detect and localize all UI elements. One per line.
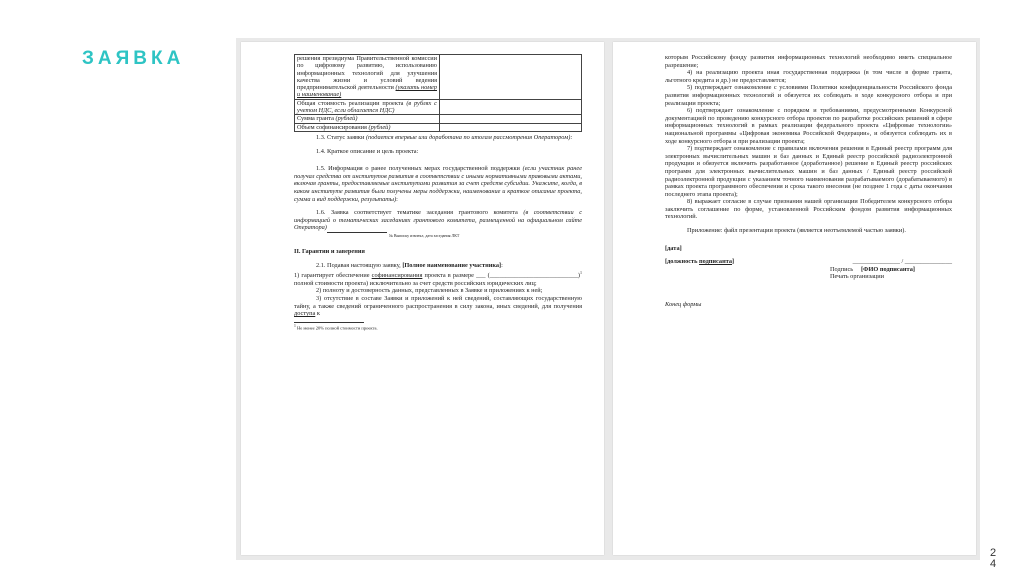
table-row-label: Сумма гранта (297, 115, 336, 123)
guarantee-6: 6) подтверждает ознакомление с порядком и требованиями, предусмотренными Конкурсной документацией по проведению конкурсного отбора проектов по разработке российских решений в сфере информационных технологий в рамках реализации федерального проекта «Цифровые технологии» национальной программы «Цифровая экономика Российской Федерации», и обязуется соблюдать их в ходе конкурсного отбора и при реализации проекта; (665, 107, 952, 145)
guarantee-3-cont: которым Российскому фонду развития информационных технологий необходимо иметь специальное разрешение; (665, 54, 952, 69)
form-end: Конец формы (665, 301, 702, 309)
guarantee-8: 8) выражает согласие в случае признания нашей организации Победителем конкурсного отбора заключить соглашение по форме, установленной Российским фондом развития информационных технологий. (665, 198, 952, 221)
paragraph-1-3: 1.3. Статус заявки (подается впервые или доработана по итогам рассмотрения Оператором): (316, 133, 573, 141)
guarantee-3: 3) отсутствие в составе Заявки и приложений к ней сведений, составляющих государственную тайну, а также сведений ограниченного распространения в силу закона, иных сведений, для получения доступа к (294, 294, 582, 318)
paragraph-1-6-note: № Выписку извлекл, дата заседания ЛКТ (389, 232, 460, 238)
paragraph-1-5: 1.5. Информация о ранее полученных мерах государственной поддержки (если участник ранее получал средства от институтов развития в соответствии с иными нормативными правовыми актами, включая гранты, предоставляемые институтами развития за счет средств субсидии. Укажите, когда, в каком институте развития были получены меры поддержки, наименование и краткое описание проекта, сумма и вид поддержки, результаты): (294, 165, 583, 203)
paragraph-1-4: 1.4. Краткое описание и цель проекта: (316, 147, 419, 155)
document-page-right (613, 42, 976, 555)
paragraph-1-6: 1.6. Заявка соответствует тематике заседания грантового комитета (в соответствии с информацией о тематических заседаниях грантового комитета, размещенной на официальном сайте Оператора) (294, 209, 582, 232)
stamp-caption: Печать организации (830, 273, 884, 281)
appendix-note: Приложение: файл презентации проекта (является неотъемлемой частью заявки). (687, 227, 906, 235)
table-row-value (440, 99, 582, 115)
page-left-content (294, 54, 582, 331)
table-row (295, 123, 582, 131)
table-row (295, 99, 582, 115)
signer-position: [должность подписанта] (665, 258, 735, 266)
table-row (295, 115, 582, 123)
table-row-label-hint: (в рублях с учетом НДС, если облагается НДС) (297, 99, 437, 115)
footnote: $^1$ Не менее 20% полной стоимости проекта. (294, 323, 378, 331)
project-info-table (294, 54, 582, 132)
table-row-label-hint: (рублей) (335, 115, 358, 123)
table-row-label: Объем софинансирования (297, 123, 369, 131)
paragraph-2-1: 2.1. Подавая настоящую заявку, [Полное наименование участника]: (316, 261, 503, 269)
signer-fio: [ФИО подписанта] (861, 265, 915, 273)
guarantee-7: 7) подтверждает ознакомление с правилами включения решения в Единый реестр программ для электронных вычислительных машин и баз данных и Единый реестр российской радиоэлектронной продукции и обязуется включить разработанное (доработанное) решение в Единый реестр российских программ для электронных вычислительных машин и баз данных / Единый реестр российской радиоэлектронной продукции с указанием точного наименования разрабатываемого (дорабатываемого) в рамках проекта программного обеспечения и срока такого внесения (не позднее 1 года с даты окончания последнего этапа проекта); (665, 145, 952, 198)
table-row-label-hint: (указать номер и наименование) (297, 84, 437, 99)
signature-caption-row (665, 266, 952, 274)
signature-caption: Подпись (830, 265, 854, 273)
table-row-value (440, 123, 582, 131)
table-row-value (440, 55, 582, 100)
section-2-heading: II. Гарантии и заверения (294, 247, 365, 255)
date-placeholder: [дата] (665, 244, 682, 252)
table-row-label: Общая стоимость реализации проекта (297, 99, 407, 107)
guarantee-5: 5) подтверждает ознакомление с условиями Политики конфиденциальности Российского фонда развития информационных технологий и обязуется их соблюдать в ходе конкурсного отбора и при реализации проекта; (665, 84, 952, 107)
signature-row (665, 258, 952, 266)
signature-line: _______________ / _______________ (852, 258, 952, 266)
slide-number: 24 (990, 547, 997, 570)
guarantee-2: 2) полноту и достоверность данных, представленных в Заявке и приложениях к ней; (316, 287, 543, 295)
guarantee-4: 4) на реализацию проекта иная государственная поддержка (в том числе в форме гранта, льготного кредита и др.) не предоставляется; (665, 69, 952, 84)
table-row-value (440, 115, 582, 123)
table-row-label-hint: (рублей) (368, 123, 391, 131)
page-right-content (665, 54, 952, 309)
document-page-left (241, 42, 604, 555)
slide-title: ЗАЯВКА (82, 48, 185, 69)
table-row (295, 55, 582, 100)
guarantee-1: 1) гарантирует обеспечение софинансирования проекта в размере ___ (____________________________)$^1$ полной стоимости проекта) исключительно за счет средств российских юридических лиц; (294, 270, 583, 287)
table-row-label: решения президиума Правительственной комиссии по цифровому развитию, использованию информационных технологий для улучшения качества жизни и условий ведения предпринимательской деятельности (297, 55, 437, 92)
